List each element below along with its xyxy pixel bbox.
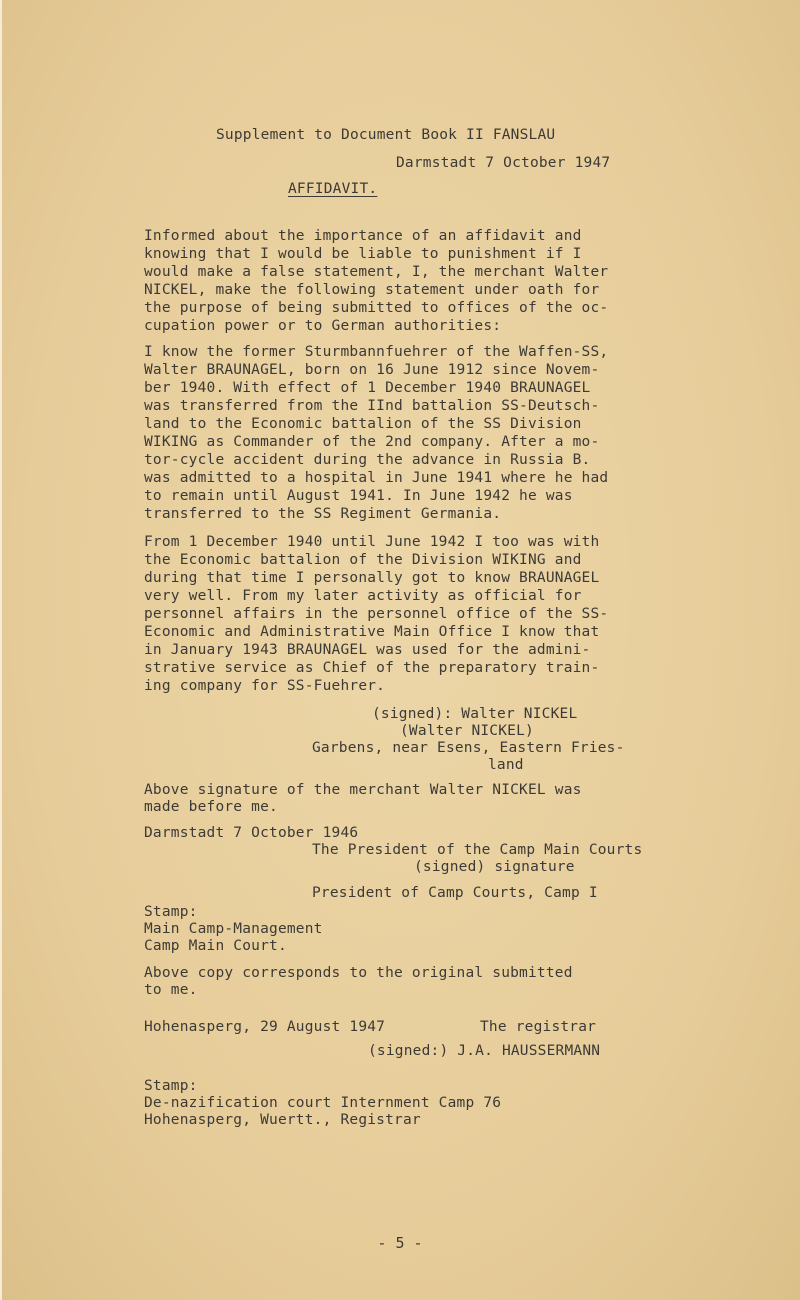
text-line: the Economic battalion of the Division WIKING and bbox=[144, 552, 582, 568]
text-line: was transferred from the IInd battalion SS-Deutsch- bbox=[144, 398, 600, 414]
text-line: tor-cycle accident during the advance in Russia B. bbox=[144, 452, 591, 468]
stamp-text: Main Camp-Management bbox=[144, 921, 323, 937]
text-line: personnel affairs in the personnel office of the SS- bbox=[144, 606, 609, 622]
signer-name: (Walter NICKEL) bbox=[400, 723, 534, 739]
stamp-label: Stamp: bbox=[144, 904, 198, 920]
text-line: knowing that I would be liable to punishment if I bbox=[144, 246, 582, 262]
text-line: would make a false statement, I, the merchant Walter bbox=[144, 264, 609, 280]
text-line: ber 1940. With effect of 1 December 1940 BRAUNAGEL bbox=[144, 380, 591, 396]
text-line: strative service as Chief of the preparatory train- bbox=[144, 660, 600, 676]
text-line: in January 1943 BRAUNAGEL was used for the admini- bbox=[144, 642, 591, 658]
president-signed: (signed) signature bbox=[414, 859, 575, 875]
text-line: NICKEL, make the following statement under oath for bbox=[144, 282, 600, 298]
text-line: Economic and Administrative Main Office I know that bbox=[144, 624, 600, 640]
text-line: land to the Economic battalion of the SS Division bbox=[144, 416, 582, 432]
paragraph-oath bbox=[144, 227, 684, 335]
president-title: The President of the Camp Main Courts bbox=[312, 842, 643, 858]
text-line: I know the former Sturmbannfuehrer of the Waffen-SS, bbox=[144, 344, 609, 360]
signer-address: Garbens, near Esens, Eastern Fries- bbox=[312, 740, 625, 756]
copy-certification-line: to me. bbox=[144, 982, 198, 998]
copy-certification-line: Above copy corresponds to the original submitted bbox=[144, 965, 573, 981]
stamp-text: Camp Main Court. bbox=[144, 938, 287, 954]
stamp-text: De-nazification court Internment Camp 76 bbox=[144, 1095, 502, 1111]
registrar-signed: (signed:) J.A. HAUSSERMANN bbox=[368, 1043, 601, 1059]
page-number: - 5 - bbox=[377, 1234, 423, 1252]
certification-line: Above signature of the merchant Walter NICKEL was bbox=[144, 782, 582, 798]
text-line: cupation power or to German authorities: bbox=[144, 318, 502, 334]
signer-address-cont: land bbox=[488, 757, 524, 773]
text-line: during that time I personally got to know BRAUNAGEL bbox=[144, 570, 600, 586]
text-line: WIKING as Commander of the 2nd company. After a mo- bbox=[144, 434, 600, 450]
text-line: Walter BRAUNAGEL, born on 16 June 1912 since Novem- bbox=[144, 362, 600, 378]
text-line: ing company for SS-Fuehrer. bbox=[144, 678, 386, 694]
certification-line: made before me. bbox=[144, 799, 278, 815]
president-role: President of Camp Courts, Camp I bbox=[312, 885, 598, 901]
paragraph-economic-battalion bbox=[144, 533, 684, 695]
document-title: AFFIDAVIT. bbox=[288, 181, 378, 197]
text-line: transferred to the SS Regiment Germania. bbox=[144, 506, 502, 522]
registrar-title: The registrar bbox=[480, 1019, 597, 1035]
date-line: Darmstadt 7 October 1947 bbox=[396, 155, 611, 171]
paper-edge bbox=[0, 0, 2, 1300]
supplement-line: Supplement to Document Book II FANSLAU bbox=[216, 127, 556, 143]
certification-date: Darmstadt 7 October 1946 bbox=[144, 825, 359, 841]
signed-line: (signed): Walter NICKEL bbox=[372, 706, 578, 722]
text-line: Informed about the importance of an affidavit and bbox=[144, 228, 582, 244]
text-line: From 1 December 1940 until June 1942 I too was with bbox=[144, 534, 600, 550]
stamp-text: Hohenasperg, Wuertt., Registrar bbox=[144, 1112, 421, 1128]
stamp-label: Stamp: bbox=[144, 1078, 198, 1094]
text-line: the purpose of being submitted to offices of the oc- bbox=[144, 300, 609, 316]
paragraph-braunagel bbox=[144, 343, 684, 523]
text-line: to remain until August 1941. In June 1942 he was bbox=[144, 488, 573, 504]
text-line: very well. From my later activity as official for bbox=[144, 588, 582, 604]
copy-place-date: Hohenasperg, 29 August 1947 bbox=[144, 1019, 386, 1035]
text-line: was admitted to a hospital in June 1941 where he had bbox=[144, 470, 609, 486]
